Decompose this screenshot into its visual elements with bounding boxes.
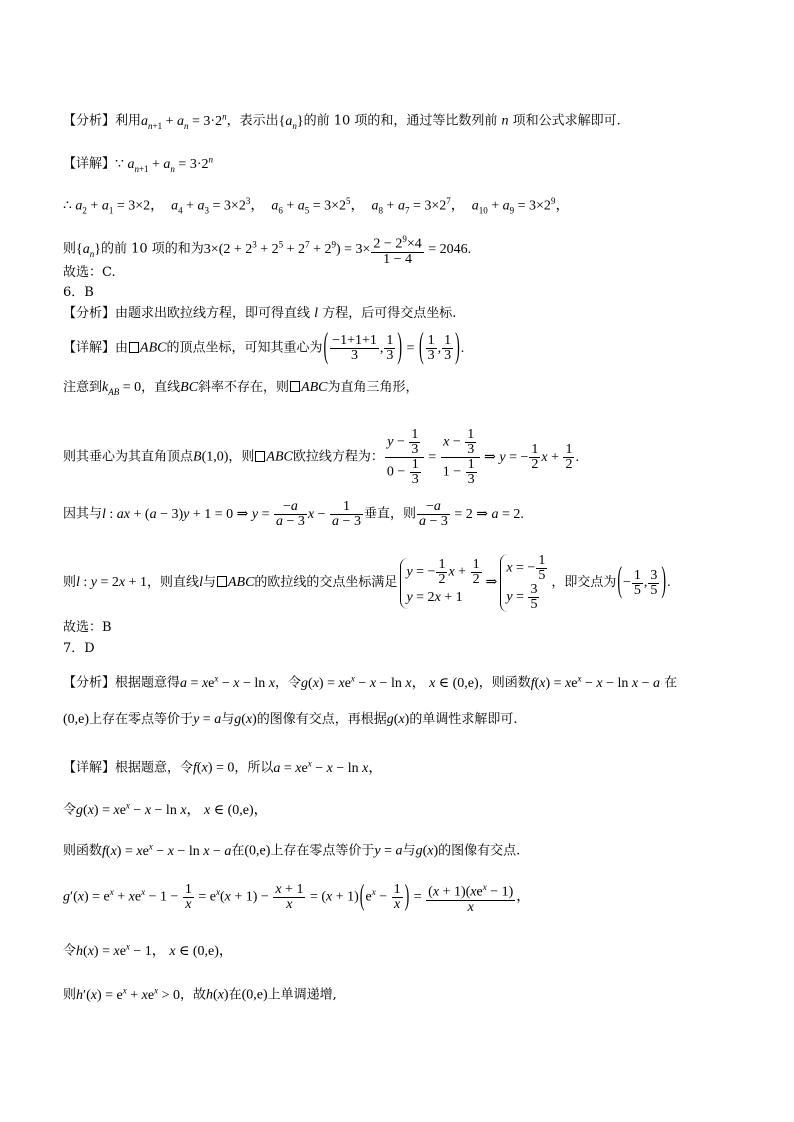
analysis-tag: 【分析】	[63, 113, 116, 129]
q7-analysis-line-1: 【分析】根据题意得$a = xe^x - x - \ln x$，令$g(x) = xe^x - x - \ln x$， x ∈ (0,e)，则函数$f(x) = xe^x - x - \ln x - a$ 在	[63, 673, 678, 691]
triangle-symbol	[217, 576, 227, 587]
triangle-symbol	[255, 451, 265, 462]
q5-analysis-line: 【分析】利用$a_{n+1} + a_n = 3\cdot 2^n$，表示出$\{a_n\}$的前 10 项的和，通过等比数列前 n 项和公式求解即可.	[63, 111, 621, 131]
q6-detail-line-2: 注意到$k_{AB} = 0$，直线BC斜率不存在，则 ABC为直角三角形，	[63, 380, 419, 397]
q7-analysis-line-2: (0,e)上存在零点等价于y = a与g(x)的图像有交点，再根据g(x)的单调性求解即可.	[63, 712, 518, 727]
q7-derivative-line: $g'(x) = e^x + xe^x - 1$ − $\frac{1}{x}$ = $e^x(x + 1)$ − $\frac{x + 1}{x}$ = $(x + 1)(e^x$ − $\frac{1}{x}$ ) = $\frac{(x + 1)(xe^x - 1)}{x}$ ，	[63, 880, 531, 915]
q5-total-line: 则$\{a_n\}$的前 10 项的和为$3\times(2 + 2^3 + 2^5 + 2^7 + 2^9) = 3\times$ $\frac{2 - 2^9\times 4}{1 - 4}$ = 2046.	[63, 234, 472, 267]
q6-detail-line-5: 则l : y = 2x + 1，则直线l与 ABC的欧拉线的交点坐标满足 y = − $\frac{1}{2}$ x + $\frac{1}{2}$ y = 2x + 1 ⇒ x = − $\frac{1}{5}$ y = $\frac{3}{5}$ ，即交点为(− $\frac{1}{5}$ , $\frac{3}{5}$ ).	[63, 553, 671, 612]
q6-detail-line-1: 【详解】由 ABC的顶点坐标，可知其重心为( $\frac{-1+1+1}{3}$ , $\frac{1}{3}$ ) = ( $\frac{1}{3}$ , $\frac{1}{3}$ ).	[63, 327, 465, 367]
q5-sum-line: ∴ $a_2 + a_1 = 3\times 2$， $a_4 + a_3 = 3\times 2^3$， $a_6 + a_5 = 3\times 2^5$， $a_8 + a_7 = 3\times 2^7$， $a_{10} + a_9 = 3\times 2^9$，	[63, 196, 570, 216]
q7-h-derivative-line: 则$h'(x) = e^x + xe^x > 0$，故h(x)在(0,e)上单调递增,	[63, 985, 337, 1003]
q7-answer: 7．D	[63, 641, 95, 656]
formula: ( $\frac{-1+1+1}{3}$ , $\frac{1}{3}$ ) = ( $\frac{1}{3}$ , $\frac{1}{3}$ ).	[323, 327, 465, 367]
triangle-symbol	[290, 381, 300, 392]
detail-tag: 【详解】	[63, 156, 116, 172]
formula: l : ax + (a − 3)y + 1 = 0 ⇒ y = $\frac{-a}{a - 3}$ x − $\frac{1}{a - 3}$	[102, 499, 361, 529]
q6-detail-line-4: 因其与l : ax + (a − 3)y + 1 = 0 ⇒ y = $\frac{-a}{a - 3}$ x − $\frac{1}{a - 3}$ 垂直，则 $\frac{-a}{a - 3}$ = 2 ⇒ a = 2.	[63, 499, 524, 529]
formula: ∵ $a_{n+1} + a_n = 3\cdot 2^n$	[115, 154, 213, 174]
formula: y − $\frac{1}{3}$ 0 − $\frac{1}{3}$ = x − $\frac{1}{3}$ 1 − $\frac{1}{3}$ ⇒ y = − $\frac{1}{2}$ x + $\frac{1}{2}$ .	[386, 427, 579, 487]
q7-detail-line-2: 令$g(x) = xe^x - x - \ln x$， x ∈ (0,e)，	[63, 800, 268, 818]
triangle-symbol	[129, 342, 139, 353]
q7-detail-line-3: 则函数$f(x) = xe^x - x - \ln x - a$在(0,e)上存在零点等价于y = a与g(x)的图像有交点.	[63, 841, 521, 859]
q6-analysis-line: 【分析】由题求出欧拉线方程，即可得直线 l 方程，后可得交点坐标.	[63, 306, 457, 321]
q6-answer: 6．B	[63, 285, 94, 300]
formula: $3\times(2 + 2^3 + 2^5 + 2^7 + 2^9) = 3\times$ $\frac{2 - 2^9\times 4}{1 - 4}$ = 2046.	[203, 234, 472, 267]
formula: y = − $\frac{1}{2}$ x + $\frac{1}{2}$ y = 2x + 1 ⇒ x = − $\frac{1}{5}$ y = $\frac{3}{5}$	[397, 575, 551, 590]
q7-detail-line-1: 【详解】根据题意，令f(x) = 0，所以$a = xe^x - x - \ln x$，	[63, 758, 383, 776]
q6-detail-line-3: 则其垂心为其直角顶点B(1,0)，则 ABC欧拉线方程为： y − $\frac{1}{3}$ 0 − $\frac{1}{3}$ = x − $\frac{1}{3}$ 1 − $\frac{1}{3}$ ⇒ y = − $\frac{1}{2}$ x + $\frac{1}{2}$ .	[63, 427, 579, 487]
choose-c: 故选：C.	[63, 265, 116, 280]
formula: $a_{n+1} + a_n = 3\cdot 2^n$	[141, 111, 227, 131]
choose-b: 故选：B	[63, 620, 112, 635]
q5-detail-line	[63, 151, 213, 176]
q7-h-line: 令$h(x) = xe^x - 1$， x ∈ (0,e)，	[63, 941, 233, 959]
